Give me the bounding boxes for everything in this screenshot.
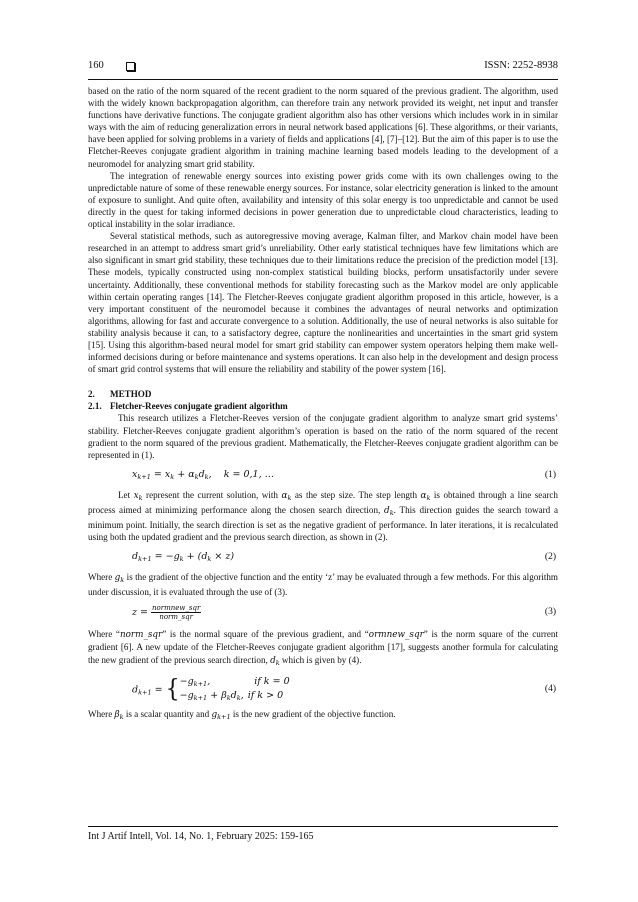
equation-number: (1)	[544, 469, 556, 480]
journal-footer: Int J Artif Intell, Vol. 14, No. 1, February 2025: 159-165	[88, 831, 314, 842]
issn-label: ISSN: 2252-8938	[484, 60, 558, 71]
paragraph: Where $\beta_k$ is a scalar quantity and $g_{k+1}$ is the new gradient of the objective function.	[88, 708, 396, 721]
equation-1: $x_{k+1} = x_k + \alpha_kd_k$, k = 0,1, … (1)	[132, 468, 556, 481]
equation-4: $d_{k+1} = \{-g_{k+1}$, if k = 0 $-g_{k+1} + \beta_kd_k$, if k > 0 (4)	[132, 675, 556, 703]
footer-rule	[88, 826, 558, 827]
eq3-denominator: norm_sqr	[159, 613, 193, 622]
paragraph: This research utilizes a Fletcher-Reeves version of the conjugate gradient algorithm to analyze smart grid systems’ stability. Fletcher-Reeves conjugate gradient algorithm’s operation is based on the ratio of the norm squared of the recent gradient to the norm squared of the previous gradient. Mathematically, the Fletcher-Reeves conjugate gradient algorithm can be represented in (1).	[88, 413, 558, 460]
paragraph: based on the ratio of the norm squared of the recent gradient to the norm squared of the previous gradient. The algorithm, used with the widely known backpropagation algorithm, can therefore train any network provided its weight, net input and transfer functions have derivative functions. The conjugate gradient algorithm also has other versions which includes work in in similar ways with the aim of reducing generalization errors in neural network based applications [6]. These algorithms, or their variants, have been applied for solving problems in a variety of fields and applications [4], [7]–[12]. But the aim of this paper is to use the Fletcher-Reeves conjugate gradient algorithm in training machine learning based models leading to the development of a neuromodel for analyzing smart grid stability.	[88, 86, 558, 169]
square-box-icon	[126, 62, 135, 71]
equation-number: (4)	[544, 683, 556, 694]
subsection-title: Fletcher-Reeves conjugate gradient algorithm	[110, 401, 288, 412]
running-header	[88, 60, 558, 76]
page-number: 160	[88, 60, 104, 71]
equation-2: $d_{k+1} = -g_k + (d_k \times z)$ (2)	[132, 551, 556, 564]
header-rule	[88, 79, 558, 80]
paragraph: Let $x_k$ represent the current solution, with $\alpha_k$ as the step size. The step length $\alpha_k$ is obtained through a line search process aimed at minimizing performance along the chosen search direction, $d_k$. This direction guides the search toward a minimum point. Initially, the search direction is set as the negative gradient of performance. In later iterations, it is recalculated using both the updated gradient and the previous search direction, as shown in (2).	[88, 489, 559, 543]
section-number: 2.	[88, 389, 95, 400]
subsection-heading	[88, 400, 558, 412]
section-title: METHOD	[110, 389, 152, 400]
paragraph: Where $g_k$ is the gradient of the objective function and the entity ‘z’ may be evaluated through a few methods. For this algorithm under discussion, it is evaluated through the use of (3).	[88, 572, 558, 598]
equation-3: z = $\frac{\text{normnew\_sqr}}{\text{norm\_sqr}}$ (3)	[132, 604, 556, 622]
section-heading	[88, 388, 558, 400]
paragraph: Several statistical methods, such as autoregressive moving average, Kalman filter, and Markov chain model have been researched in an attempt to address smart grid’s unreliability. Other early statistical techniques have few limitations which are also significant in smart grid stability, these techniques due to their limitations reduce the precision of the prediction model [13]. These models, typically constructed using non-complex statistical building blocks, perform unsatisfactorily under severe uncertainty. Additionally, these conventional methods for stability forecasting such as the Markov model are only applicable within certain operating ranges [14]. The Fletcher-Reeves conjugate gradient algorithm proposed in this article, however, is a very important constituent of the neuromodel because it combines the advantages of neural networks and optimization algorithms, allowing for fast and accurate convergence to a solution. Additionally, the use of neural networks is also suitable for stability analysis because it can, to a satisfactory degree, capture the nonlinearities and uncertainties in the smart grid system [15]. Using this algorithm-based neural model for smart grid stability can empower system operators helping them make well-informed decisions during or before maintenance and systems operations. It can also help in the development and design process of smart grid control systems that will ensure the reliability and stability of the power system [16].	[88, 231, 558, 375]
equation-number: (2)	[544, 552, 556, 563]
paragraph: Where “norm_sqr” is the normal square of the previous gradient, and “ormnew_sqr” is the norm square of the current gradient [6]. A new update of the Fletcher-Reeves conjugate gradient algorithm [17], suggests another formula for calculating the new gradient of the previous search direction, $d_k$ which is given by (4).	[88, 629, 558, 667]
equation-number: (3)	[544, 607, 556, 618]
eq1-index-range: k = 0,1, …	[223, 468, 275, 480]
eq3-numerator: normnew_sqr	[152, 604, 201, 613]
subsection-number: 2.1.	[88, 401, 102, 412]
paragraph: The integration of renewable energy sources into existing power grids come with its own challenges owing to the unpredictable nature of some of these renewable energy sources. For instance, solar electricity generation is linked to the amount of exposure to sunlight. And quite often, availability and intensity of this solar energy is too unpredictable and cannot be used directly in the quest for taking informed decisions in power generation due to unpredictable cloud characteristics, leading to optical instability in the solar irradiance.	[88, 170, 558, 230]
body-text	[88, 85, 558, 723]
